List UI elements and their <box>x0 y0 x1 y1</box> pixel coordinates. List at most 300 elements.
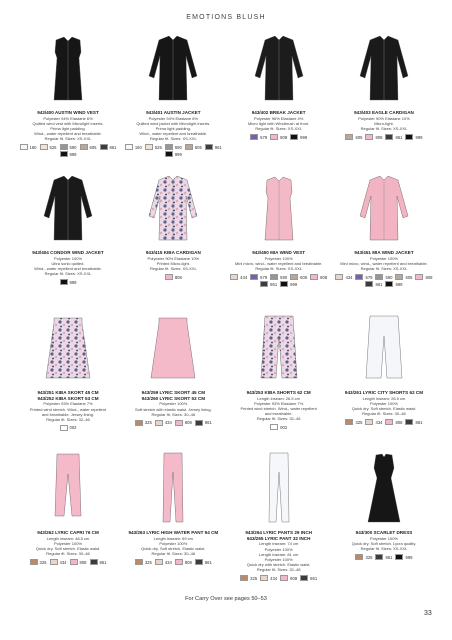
product-row <box>18 172 434 312</box>
product-card-943-253-kiba-shorts-62-cm[interactable] <box>229 312 329 452</box>
product-info <box>334 390 434 425</box>
color-swatch[interactable] <box>90 559 107 565</box>
color-chip <box>345 134 353 140</box>
color-code: 002 <box>69 425 77 431</box>
color-swatches <box>123 274 223 280</box>
product-code: 943/253 KIBA SHORTS 62 CM <box>246 390 311 395</box>
product-info <box>334 250 434 287</box>
color-swatch[interactable] <box>165 151 182 157</box>
product-card-943-300-scarlet-dress[interactable] <box>334 452 434 592</box>
color-swatch[interactable] <box>175 559 192 565</box>
product-image <box>229 172 329 244</box>
product-card-943-261-lyric-city-shorts-62-cm[interactable] <box>334 312 434 452</box>
color-chip <box>175 420 183 426</box>
color-swatch[interactable] <box>50 559 67 565</box>
product-image <box>334 172 434 244</box>
color-swatch[interactable] <box>310 274 327 280</box>
color-code: 325 <box>144 420 152 426</box>
color-swatch[interactable] <box>155 420 172 426</box>
product-info <box>18 250 118 285</box>
color-chip <box>260 281 268 287</box>
product-description-line: Polyester 100% <box>369 400 398 406</box>
product-description-line: Quilted wind jacket with Microlight inserts. <box>136 120 211 126</box>
color-swatch[interactable] <box>260 575 277 581</box>
color-swatches <box>229 424 329 430</box>
product-info <box>18 530 118 565</box>
color-chip <box>145 144 153 150</box>
color-code: 808 <box>375 134 383 140</box>
product-description-line: Micro-light. <box>374 120 394 126</box>
color-swatch[interactable] <box>135 420 152 426</box>
product-card-943-403-eagle-cardigan[interactable] <box>334 32 434 172</box>
color-swatches <box>123 144 223 157</box>
color-chip <box>240 575 248 581</box>
product-info <box>123 250 223 280</box>
color-code: 325 <box>144 559 152 565</box>
color-chip <box>230 274 238 280</box>
product-description-line: Polyester 94% Elastane 6% <box>148 115 199 121</box>
color-chip <box>335 274 343 280</box>
color-swatch[interactable] <box>60 279 77 285</box>
color-code: 861 <box>375 281 383 287</box>
color-swatch[interactable] <box>60 425 77 431</box>
product-code: 943/263 LYRIC HIGH WATER PANT 94 CM <box>128 530 219 535</box>
color-swatch[interactable] <box>145 144 162 150</box>
color-code: 808 <box>320 274 328 280</box>
product-description-line: Regular fit. Sizes: 30–46 <box>151 411 196 417</box>
color-code: 861 <box>214 144 222 150</box>
color-swatches <box>229 575 329 581</box>
color-swatches <box>334 134 434 140</box>
color-swatch[interactable] <box>300 575 317 581</box>
color-code: 434 <box>345 274 353 280</box>
product-info <box>229 390 329 430</box>
color-code: 579 <box>260 134 268 140</box>
product-description-line: and breathable. Jersey lining. <box>41 411 95 417</box>
color-swatch[interactable] <box>260 281 277 287</box>
color-code: 590 <box>174 144 182 150</box>
color-code: 434 <box>375 419 383 425</box>
product-description-line: Regular fit. Sizes: XS-XXL <box>255 265 302 271</box>
color-code: 160 <box>29 144 37 150</box>
color-code: 579 <box>365 274 373 280</box>
color-chip <box>385 134 393 140</box>
color-swatch[interactable] <box>355 274 372 280</box>
color-chip <box>125 144 133 150</box>
color-chip <box>250 134 258 140</box>
product-description-line: Mini micro, wind-, water repellent and breathable. <box>340 260 428 266</box>
product-image <box>334 32 434 104</box>
color-code: 861 <box>310 575 318 581</box>
product-code: 943/264 LYRIC PANTS 29 INCH <box>245 530 312 535</box>
product-code: 943/265 LYRIC PANT 32 INCH <box>246 535 311 541</box>
product-card-943-415-kiba-cardigan[interactable] <box>123 172 223 312</box>
color-chip <box>290 274 298 280</box>
color-swatch[interactable] <box>135 559 152 565</box>
product-image <box>123 452 223 524</box>
color-code: 999 <box>395 281 403 287</box>
color-chip <box>155 559 163 565</box>
color-code: 999 <box>415 134 423 140</box>
product-description-line: Quick dry. Soft stretch. Elastic waist. <box>141 545 206 551</box>
color-swatch[interactable] <box>385 419 402 425</box>
product-info <box>229 110 329 140</box>
product-description-line: Polyester 100% <box>53 255 82 261</box>
color-swatches <box>18 144 118 157</box>
product-info <box>123 110 223 157</box>
product-description-line: Length inseam: 81 cm <box>258 551 299 557</box>
color-code: 325 <box>39 559 47 565</box>
color-code: 861 <box>385 554 393 560</box>
color-swatch[interactable] <box>205 144 222 150</box>
color-code: 861 <box>415 419 423 425</box>
color-swatch[interactable] <box>405 419 422 425</box>
color-swatch[interactable] <box>240 575 257 581</box>
product-card-943-251-kiba-skort-45-cm[interactable] <box>18 312 118 452</box>
product-code: 943/260 LYRIC SKORT 53 CM <box>141 395 206 401</box>
product-image <box>18 312 118 384</box>
product-card-943-262-lyric-capri-76-cm[interactable] <box>18 452 118 592</box>
color-swatch[interactable] <box>30 559 47 565</box>
color-code: 861 <box>204 559 212 565</box>
color-chip <box>195 559 203 565</box>
footer-note: For Carry Over see pages 50–53 <box>185 596 267 602</box>
product-card-943-401-austin-jacket[interactable] <box>123 32 223 172</box>
color-swatch[interactable] <box>280 281 297 287</box>
color-chip <box>60 425 68 431</box>
product-info <box>229 530 329 581</box>
product-description-line: Wind-, water repellent and breathable. <box>34 131 102 137</box>
color-swatch[interactable] <box>155 559 172 565</box>
product-description-line: Regular fit. Sizes: 30–46 <box>362 411 406 417</box>
color-swatch[interactable] <box>375 554 392 560</box>
color-chip <box>165 151 173 157</box>
color-swatch[interactable] <box>345 134 362 140</box>
color-swatch[interactable] <box>230 274 247 280</box>
color-code: 808 <box>395 419 403 425</box>
product-image <box>123 312 223 384</box>
product-row <box>18 32 434 172</box>
product-description-line: Polyester 96% Elastane 4% <box>253 115 304 121</box>
color-swatch[interactable] <box>395 274 412 280</box>
product-description-line: Polyester 90% Elastane 10% <box>358 115 410 121</box>
color-chip <box>185 144 193 150</box>
color-chip <box>135 420 143 426</box>
product-code: 943/261 LYRIC CITY SHORTS 62 CM <box>344 390 424 395</box>
color-chip <box>30 559 38 565</box>
color-code: 605 <box>194 144 202 150</box>
color-code: 434 <box>164 559 172 565</box>
color-chip <box>100 144 108 150</box>
color-chip <box>355 554 363 560</box>
product-row <box>18 452 434 592</box>
color-chip <box>60 144 68 150</box>
color-swatch[interactable] <box>250 134 267 140</box>
product-description-line: Polyester 90% Elastane 10% <box>147 255 200 261</box>
color-code: 861 <box>109 144 117 150</box>
color-chip <box>260 575 268 581</box>
product-description-line: Polyester 100% <box>264 556 293 562</box>
color-chip <box>395 554 403 560</box>
color-swatches <box>18 425 118 431</box>
color-chip <box>280 281 288 287</box>
color-swatch[interactable] <box>175 420 192 426</box>
color-swatch[interactable] <box>60 151 77 157</box>
color-swatch[interactable] <box>165 274 182 280</box>
product-description-line: Quilted wind vest with Microlight inserts. <box>32 120 104 126</box>
product-description-line: Printed wind stretch. Wind-, water repellent <box>29 406 107 412</box>
product-description-line: Regular fit. Sizes: 32–46 <box>46 416 90 422</box>
color-code: 808 <box>174 274 182 280</box>
product-description-line: Polyester 94% Elastane 6% <box>43 115 93 121</box>
product-image <box>123 172 223 244</box>
color-chip <box>175 559 183 565</box>
product-card-943-263-lyric-high-water-pant-94-cm[interactable] <box>123 452 223 592</box>
color-chip <box>60 151 68 157</box>
color-code: 808 <box>79 559 87 565</box>
product-description-line: Quick dry with stretch. Elastic waist. <box>246 561 311 567</box>
color-swatch[interactable] <box>290 134 307 140</box>
color-code: 605 <box>300 274 308 280</box>
color-swatch[interactable] <box>70 559 87 565</box>
product-card-943-404-condor-wind-jacket[interactable] <box>18 172 118 312</box>
color-swatches <box>229 134 329 140</box>
color-swatch[interactable] <box>270 424 287 430</box>
product-image <box>229 312 329 384</box>
color-chip <box>415 274 423 280</box>
color-code: 605 <box>405 274 413 280</box>
color-swatch[interactable] <box>365 134 382 140</box>
color-swatches <box>334 419 434 425</box>
color-chip <box>345 419 353 425</box>
color-swatch[interactable] <box>20 144 37 150</box>
color-code: 434 <box>164 420 172 426</box>
product-description-line: Regular fit. Sizes: 30–46 <box>46 551 90 557</box>
color-code: 999 <box>290 281 298 287</box>
color-chip <box>40 144 48 150</box>
color-code: 808 <box>290 575 298 581</box>
product-description-line: Soft stretch with elastic waist. Jersey lining. <box>134 406 212 412</box>
color-code: 808 <box>184 559 192 565</box>
product-image <box>229 32 329 104</box>
product-description-line: Regular fit. Sizes: XS-XXL <box>149 265 197 271</box>
product-description-line: Regular fit. Sizes: 30–46 <box>151 551 196 557</box>
product-card-943-259-lyric-skort-45-cm[interactable] <box>123 312 223 452</box>
color-swatch[interactable] <box>290 274 307 280</box>
product-description-line: Regular fit. Sizes: XS-XXL <box>360 265 408 271</box>
product-code: 943/262 LYRIC CAPRI 76 CM <box>37 530 99 535</box>
color-chip <box>365 281 373 287</box>
product-card-943-400-austin-wind-vest[interactable] <box>18 32 118 172</box>
product-description-line: Wind-, water repellent and breathable. <box>139 131 208 137</box>
product-code: 943/404 CONDOR WIND JACKET <box>32 250 104 255</box>
color-code: 999 <box>300 134 308 140</box>
color-code: 325 <box>355 419 363 425</box>
color-swatch[interactable] <box>100 144 117 150</box>
color-swatch[interactable] <box>40 144 57 150</box>
product-description-line: Length inseam: 48.5 cm <box>46 535 90 541</box>
color-code: 999 <box>69 151 77 157</box>
color-code: 579 <box>260 274 268 280</box>
color-swatch[interactable] <box>165 144 182 150</box>
color-code: 808 <box>425 274 433 280</box>
product-description-line: Length inseam: 26.5 cm <box>362 395 406 401</box>
color-chip <box>165 274 173 280</box>
product-description-line: Polyester 100% <box>53 540 82 546</box>
color-chip <box>270 274 278 280</box>
color-swatch[interactable] <box>375 274 392 280</box>
product-description-line: Polyester 93% Elastane 7% <box>43 401 93 407</box>
color-swatch[interactable] <box>195 559 212 565</box>
product-description-line: Regular fit. Sizes: XS-XXL <box>44 136 92 142</box>
product-description-line: Regular fit. Sizes: 32–46 <box>256 416 301 422</box>
product-description-line: Polyester 93% Elastane 7% <box>253 400 304 406</box>
color-code: 808 <box>280 134 288 140</box>
color-swatch[interactable] <box>125 144 142 150</box>
color-code: 590 <box>69 144 77 150</box>
color-swatch[interactable] <box>405 134 422 140</box>
product-card-943-450-mia-wind-vest[interactable] <box>229 172 329 312</box>
color-swatch[interactable] <box>280 575 297 581</box>
product-description-line: Length inseam: 74 cm <box>258 541 299 547</box>
product-description-line: Polyester 100% <box>369 255 398 261</box>
color-chip <box>155 420 163 426</box>
color-code: 999 <box>174 151 182 157</box>
color-swatch[interactable] <box>365 419 382 425</box>
color-code: 325 <box>365 554 373 560</box>
color-code: 160 <box>134 144 142 150</box>
color-swatch[interactable] <box>385 281 402 287</box>
product-description-line: Polyester 100% <box>264 255 293 261</box>
color-chip <box>60 279 68 285</box>
product-description-line: Regular fit. Sizes: XS-XXL <box>149 136 197 142</box>
color-swatch[interactable] <box>335 274 352 280</box>
color-code: 861 <box>270 281 278 287</box>
color-chip <box>405 419 413 425</box>
product-description-line: Polyester 100% <box>159 401 188 407</box>
color-chip <box>165 144 173 150</box>
product-description-line: Regular fit. Sizes: XS-XXL <box>360 545 408 551</box>
color-chip <box>50 559 58 565</box>
product-description-line: Quick dry. Soft stretch. Elastic waist. <box>35 545 101 551</box>
product-code: 943/450 MIA WIND VEST <box>252 250 306 255</box>
product-code: 943/259 LYRIC SKORT 45 CM <box>141 390 206 395</box>
color-swatch[interactable] <box>385 134 402 140</box>
color-chip <box>375 274 383 280</box>
color-chip <box>270 134 278 140</box>
product-code: 943/415 KIBA CARDIGAN <box>145 250 201 255</box>
color-swatch[interactable] <box>345 419 362 425</box>
product-card-943-402-break-jacket[interactable] <box>229 32 329 172</box>
product-code: 943/300 SCARLET DRESS <box>355 530 413 535</box>
color-swatches <box>18 279 118 285</box>
color-swatches <box>18 559 118 565</box>
color-code: 434 <box>270 575 278 581</box>
product-description-line: Prima light padding. <box>155 125 191 131</box>
product-info <box>123 390 223 426</box>
product-description-line: Length inseam: 26.5 cm <box>257 395 300 401</box>
color-chip <box>70 559 78 565</box>
color-swatch[interactable] <box>365 281 382 287</box>
product-card-943-264-lyric-pants-29-inch[interactable] <box>229 452 329 592</box>
color-code: 861 <box>99 559 107 565</box>
color-swatches <box>123 420 223 426</box>
product-info <box>334 530 434 560</box>
color-swatch[interactable] <box>270 274 287 280</box>
color-swatch[interactable] <box>270 134 287 140</box>
color-code: 861 <box>204 420 212 426</box>
color-chip <box>270 424 278 430</box>
color-code: 999 <box>69 279 77 285</box>
color-code: 525 <box>154 144 162 150</box>
color-chip <box>365 134 373 140</box>
color-swatch[interactable] <box>250 274 267 280</box>
color-code: 590 <box>385 274 393 280</box>
color-chip <box>405 134 413 140</box>
color-chip <box>20 144 28 150</box>
product-description-line: Wind-, water repellent and breathable. <box>34 265 102 271</box>
product-grid <box>18 32 434 592</box>
color-chip <box>80 144 88 150</box>
product-description-line: Polyester 100% <box>159 540 188 546</box>
color-code: 325 <box>250 575 258 581</box>
color-swatch[interactable] <box>80 144 97 150</box>
product-description-line: Length inseam: 69 cm <box>153 535 193 541</box>
product-image <box>229 452 329 524</box>
product-code: 943/252 KIBA SKORT 53 CM <box>37 395 99 401</box>
product-description-line: Printed wind stretch. Wind-, water repellent <box>240 405 317 411</box>
product-image <box>334 312 434 384</box>
product-description-line: Polyester 100% <box>264 546 293 552</box>
color-code: 002 <box>280 424 288 430</box>
color-chip <box>90 559 98 565</box>
product-code: 943/403 EAGLE CARDIGAN <box>354 110 414 115</box>
color-chip <box>205 144 213 150</box>
color-chip <box>395 274 403 280</box>
color-chip <box>385 281 393 287</box>
color-code: 434 <box>59 559 67 565</box>
product-description-line: and breathable. <box>264 411 293 417</box>
color-swatch[interactable] <box>415 274 432 280</box>
color-chip <box>250 274 258 280</box>
product-description-line: Prima light padding. <box>50 125 86 131</box>
product-info <box>123 530 223 565</box>
color-swatches <box>334 274 434 287</box>
color-swatch[interactable] <box>185 144 202 150</box>
color-swatch[interactable] <box>395 554 412 560</box>
product-description-line: Quick dry. Soft stretch. Lycra quality. <box>351 540 417 546</box>
color-swatch[interactable] <box>355 554 372 560</box>
product-info <box>18 110 118 157</box>
color-chip <box>300 575 308 581</box>
color-chip <box>310 274 318 280</box>
product-code: 943/402 BREAK JACKET <box>251 110 306 115</box>
color-swatch[interactable] <box>60 144 77 150</box>
product-image <box>123 32 223 104</box>
product-info <box>229 250 329 287</box>
color-swatches <box>334 554 434 560</box>
color-swatches <box>123 559 223 565</box>
page-title: EMOTIONS BLUSH <box>186 14 266 21</box>
product-description-line: Regular fit. Sizes: XS-XXL <box>360 125 408 131</box>
color-code: 808 <box>184 420 192 426</box>
product-description-line: Printed Micro-light. <box>156 260 190 266</box>
color-chip <box>355 274 363 280</box>
product-card-943-451-mia-wind-jacket[interactable] <box>334 172 434 312</box>
color-swatch[interactable] <box>195 420 212 426</box>
product-description-line: Micro light with Windbrush at front. <box>247 120 310 126</box>
product-image <box>18 452 118 524</box>
